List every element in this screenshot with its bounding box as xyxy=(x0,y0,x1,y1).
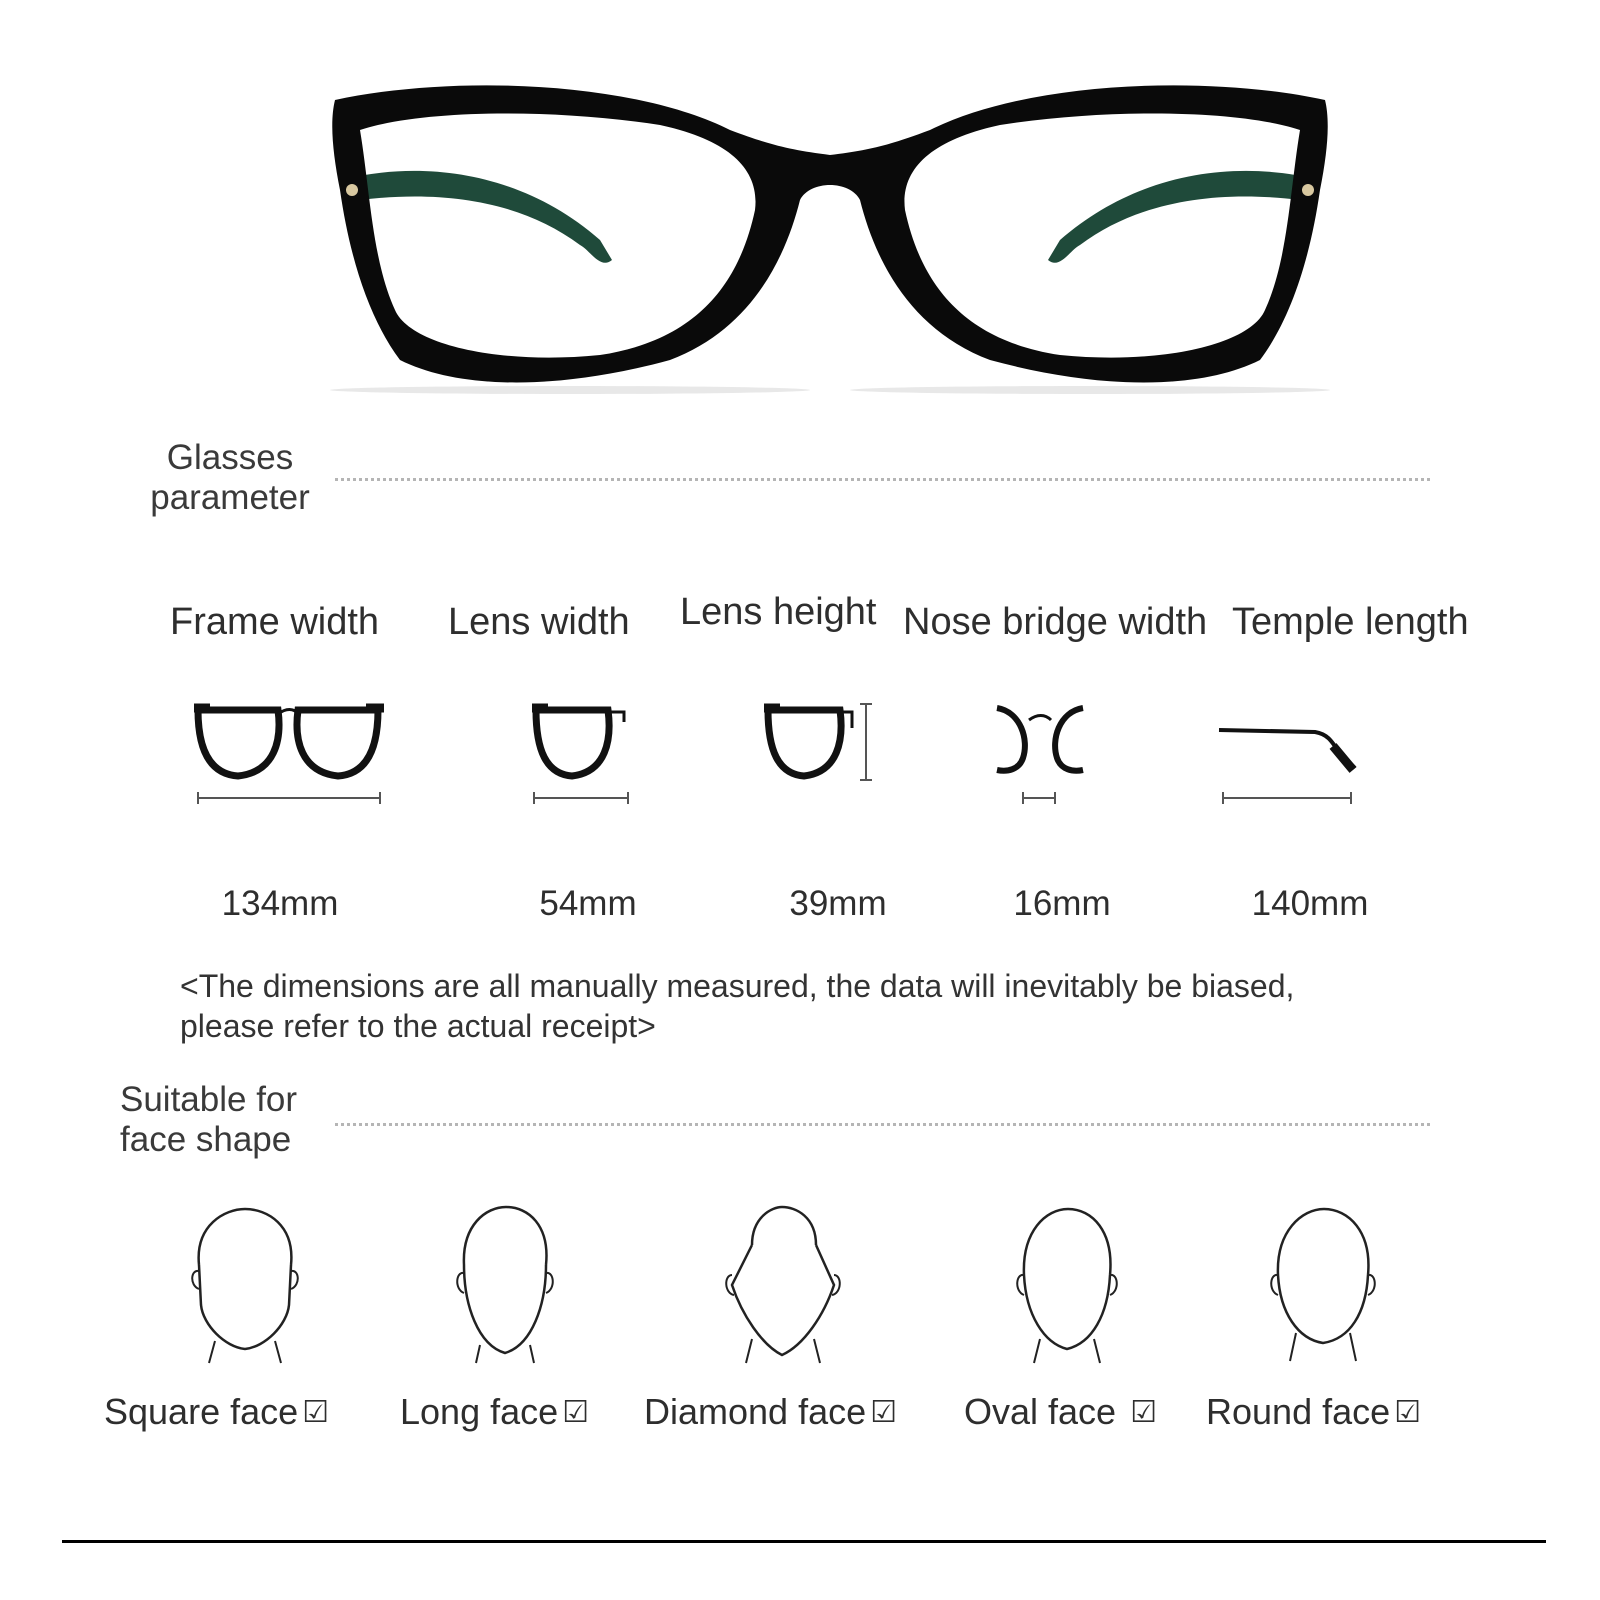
param-value-lens-height: 39mm xyxy=(789,884,887,923)
frame-width-glasses-icon xyxy=(190,700,390,815)
oval-face-icon xyxy=(1012,1205,1122,1370)
glasses-parameter-heading-line2: parameter xyxy=(150,478,310,517)
disclaimer-line2: please refer to the actual receipt> xyxy=(180,1008,656,1044)
face-label-square xyxy=(104,1392,329,1433)
face-label-diamond-text: Diamond face xyxy=(644,1391,867,1432)
param-value-temple-length: 140mm xyxy=(1251,884,1369,923)
face-label-round-text: Round face xyxy=(1206,1391,1391,1432)
glasses-parameter-heading-line1: Glasses xyxy=(166,438,294,477)
glasses-product-image xyxy=(300,60,1360,420)
lens-height-icon xyxy=(760,700,880,815)
disclaimer-line1: <The dimensions are all manually measured, the data will inevitably be biased, xyxy=(180,968,1295,1004)
face-label-long xyxy=(400,1392,589,1433)
param-label-temple-length: Temple length xyxy=(1232,601,1469,643)
temple-arm-icon xyxy=(1215,700,1365,815)
lens-width-icon xyxy=(528,700,638,815)
face-label-long-text: Long face xyxy=(400,1391,559,1432)
face-shape-dotted-divider xyxy=(335,1123,1430,1126)
param-label-frame-width: Frame width xyxy=(170,601,380,643)
checkbox-checked-icon: ☑ xyxy=(302,1396,330,1429)
face-label-square-text: Square face xyxy=(104,1391,299,1432)
measurement-disclaimer xyxy=(180,966,1480,1046)
glasses-front-icon xyxy=(300,60,1360,420)
face-shape-heading-line1: Suitable for xyxy=(120,1080,298,1119)
param-label-lens-height: Lens height xyxy=(680,591,877,633)
param-label-nose-bridge-width: Nose bridge width xyxy=(903,601,1208,643)
glasses-parameter-heading xyxy=(140,438,320,518)
param-label-lens-width: Lens width xyxy=(448,601,630,643)
param-value-lens-width: 54mm xyxy=(539,884,637,923)
diamond-face-icon xyxy=(722,1205,842,1370)
checkbox-checked-icon: ☑ xyxy=(870,1396,898,1429)
face-shape-heading xyxy=(120,1080,320,1160)
checkbox-checked-icon: ☑ xyxy=(1130,1396,1157,1429)
long-face-icon xyxy=(450,1205,560,1370)
face-label-diamond xyxy=(644,1392,897,1433)
bottom-divider xyxy=(62,1540,1546,1543)
checkbox-checked-icon: ☑ xyxy=(562,1396,590,1429)
square-face-icon xyxy=(185,1205,305,1370)
round-face-icon xyxy=(1268,1205,1378,1370)
param-value-nose-bridge-width: 16mm xyxy=(1013,884,1111,923)
nose-bridge-icon xyxy=(995,700,1095,815)
face-shape-heading-line2: face shape xyxy=(120,1120,292,1159)
param-value-frame-width: 134mm xyxy=(221,884,339,923)
checkbox-checked-icon: ☑ xyxy=(1394,1396,1422,1429)
parameter-dotted-divider xyxy=(335,478,1430,481)
face-label-oval-text: Oval face xyxy=(964,1391,1117,1432)
face-label-round xyxy=(1206,1392,1421,1433)
face-label-oval xyxy=(964,1392,1157,1433)
